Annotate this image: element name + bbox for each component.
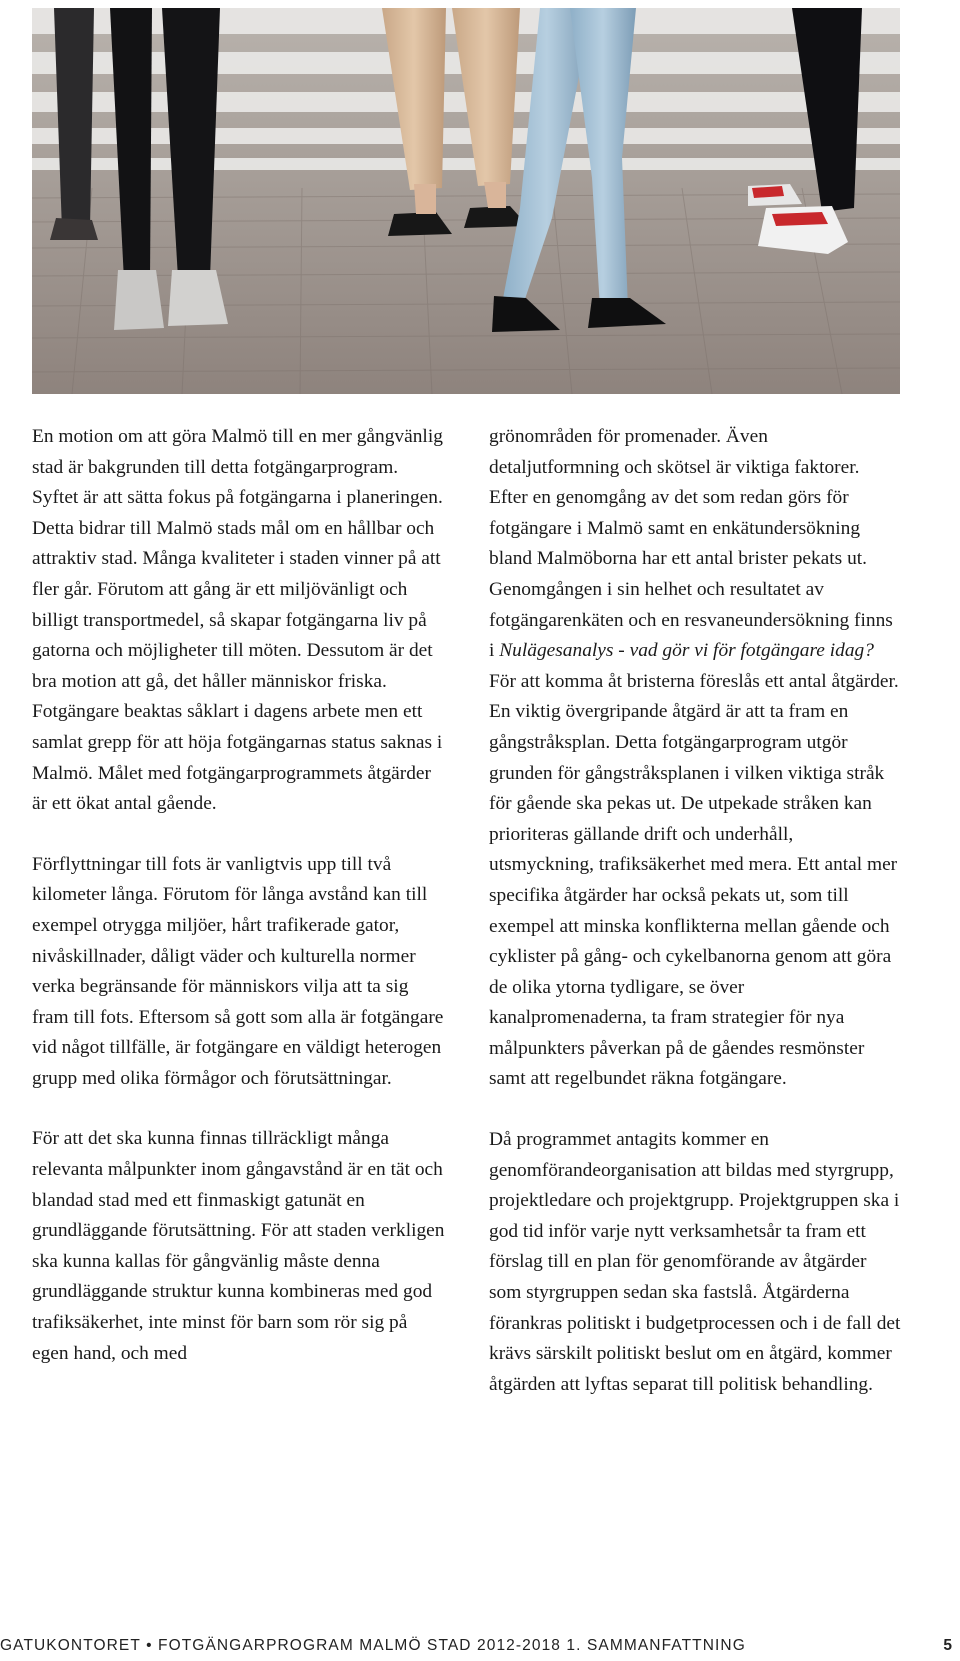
hero-photo-pedestrians-on-crosswalk — [32, 8, 900, 394]
ankle-left — [414, 184, 436, 214]
left-paragraph-3: För att det ska kunna finnas tillräckligt många relevanta målpunkter inom gångavstånd är en tät och blandad stad med ett finmaskigt gatunät en grundläggande förutsättning. För att staden verkligen ska kunna kallas för gångvänlig måste denna grundläggande struktur kunna kombineras med god trafiksäkerhet, inte minst för barn som rör sig på egen hand, och med — [32, 1128, 445, 1364]
right-text-column — [489, 422, 903, 1400]
sneaker-silver-left — [114, 270, 164, 330]
report-title-reference: Nulägesanalys - vad gör vi för fotgängare idag? — [499, 640, 874, 662]
photo-illustration — [32, 8, 900, 394]
sneaker-red-stripe — [772, 212, 828, 226]
page-number: 5 — [943, 1637, 952, 1654]
left-paragraph-1: En motion om att göra Malmö till en mer gångvänlig stad är bakgrunden till detta fotgängarprogram. Syftet är att sätta fokus på fotgängarna i planeringen. Detta bidrar till Malmö stads mål om en hållbar och attraktiv stad. Många kvaliteter i staden vinner på att fler går. Förutom att gång är ett miljövänligt och billigt transportmedel, så skapar fotgängarna liv på gatorna och möjligheter till möten. Dessutom är det bra motion att gå, det håller människor friska. Fotgängare beaktas såklart i dagens arbete men ett samlat grepp för att höja fotgängarnas status saknas i Malmö. Målet med fotgängarprogrammets åtgärder är ett ökat antal gående. — [32, 426, 443, 815]
left-text-column — [32, 422, 446, 1369]
right-paragraph-2 — [489, 483, 903, 1095]
page-footer — [0, 1637, 960, 1661]
right-paragraph-2-rest: För att komma åt bristerna föreslås ett antal åtgärder. En viktig övergripande åtgärd är att ta fram en gångstråksplan. Detta fotgängarprogram utgör grunden för gångstråksplanen i vilken viktiga stråk för gående ska pekas ut. De utpekade stråken kan prioriteras gällande drift och underhåll, utsmyckning, trafiksäkerhet med mera. Ett antal mer specifika åtgärder har också pekats ut, som till exempel att minska konflikterna mellan gående och cyklister på gång- och cykelbanorna genom att göra de olika ytorna tydligare, se över kanalpromenaderna, ta fram strategier för nya målpunkters påverkan på de gåendes resmönster samt att regelbundet räkna fotgängare. — [489, 670, 899, 1090]
right-paragraph-3: Då programmet antagits kommer en genomförandeorganisation att bildas med styrgrupp, projektledare och projektgrupp. Projektgruppen ska i god tid inför varje nytt verksamhetsår ta fram ett förslag till en plan för genomförande av åtgärder som styrgruppen sedan ska fastslå. Åtgärderna förankras politiskt i budgetprocessen och i de fall det krävs särskilt politiskt beslut om en åtgärd, kommer åtgärden att lyftas separat till politisk behandling. — [489, 1129, 901, 1395]
running-title: GATUKONTORET • FOTGÄNGARPROGRAM MALMÖ STAD 2012-2018 1. SAMMANFATTNING — [0, 1637, 746, 1654]
left-paragraph-2: Förflyttningar till fots är vanligtvis upp till två kilometer långa. Förutom för långa avstånd kan till exempel otrygga miljöer, hårt trafikerade gator, nivåskillnader, dåligt väder och kulturella normer verka begränsande för människors vilja att ta sig fram till fots. Eftersom så gott som alla är fotgängare vid något tillfälle, är fotgängare en väldigt heterogen grupp med olika förmågor och förutsättningar. — [32, 853, 444, 1089]
right-paragraph-2-lead: Efter en genomgång av det som redan görs för fotgängare i Malmö samt en enkätundersökning bland Malmöborna har ett antal brister pekats ut. Genomgången i sin helhet och resultatet av fotgängarenkäten och en resvaneundersökning finns i — [489, 487, 893, 662]
sneaker-far-right-red — [752, 186, 784, 198]
right-paragraph-1: grönområden för promenader. Även detaljutformning och skötsel är viktiga faktorer. — [489, 426, 860, 478]
shoe-far-left — [50, 218, 98, 240]
